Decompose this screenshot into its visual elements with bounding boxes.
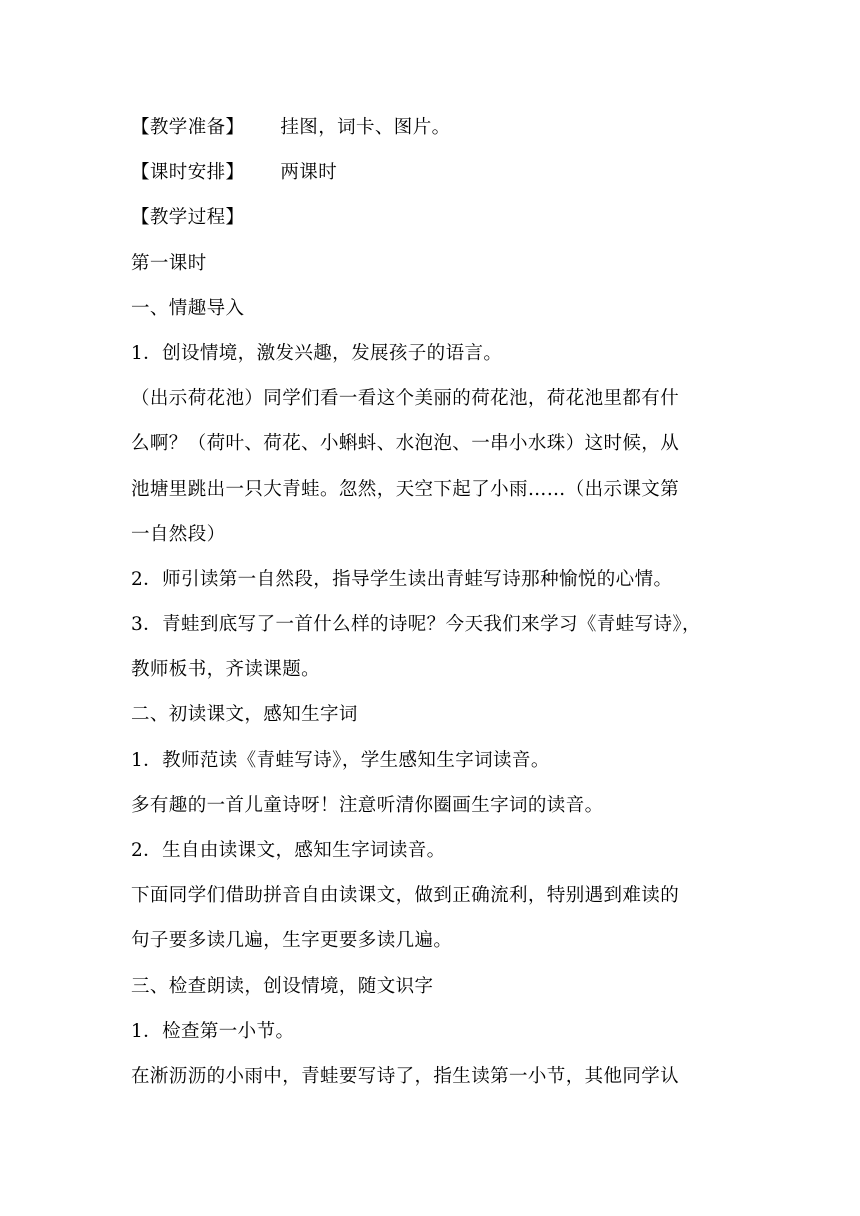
paragraph-line: 句子要多读几遍，生字更要多读几遍。 <box>131 930 453 952</box>
paragraph-line: 池塘里跳出一只大青蛙。忽然，天空下起了小雨……（出示课文第 <box>131 478 680 500</box>
teaching-process-label: 【教学过程】 <box>131 207 245 229</box>
teaching-preparation-label: 【教学准备】 <box>131 117 245 138</box>
paragraph-line: （出示荷花池）同学们看一看这个美丽的荷花池，荷花池里都有什 <box>131 388 680 410</box>
paragraph-line: 1．检查第一小节。 <box>131 1020 295 1042</box>
teaching-preparation-row <box>131 110 731 155</box>
paragraph-line: 1．教师范读《青蛙写诗》，学生感知生字词读音。 <box>131 749 550 771</box>
lesson-schedule-value: 两课时 <box>280 162 338 184</box>
paragraph-line: 2．生自由读课文，感知生字词读音。 <box>131 840 446 861</box>
teaching-preparation-value: 挂图，词卡、图片。 <box>280 117 451 138</box>
paragraph-line: 多有趣的一首儿童诗呀！注意听清你圈画生字词的读音。 <box>131 794 604 816</box>
paragraph-line: 2．师引读第一自然段，指导学生读出青蛙写诗那种愉悦的心情。 <box>131 568 673 590</box>
paragraph-line: 下面同学们借助拼音自由读课文，做到正确流利，特别遇到难读的 <box>131 885 680 907</box>
document-body <box>131 110 731 1104</box>
paragraph-line: 么啊？（荷叶、荷花、小蝌蚪、水泡泡、一串小水珠）这时候，从 <box>131 433 680 455</box>
paragraph-line: 教师板书，齐读课题。 <box>131 659 321 681</box>
section-heading-intro: 一、情趣导入 <box>131 297 245 319</box>
paragraph-line: 3．青蛙到底写了一首什么样的诗呢？今天我们来学习《青蛙写诗》， <box>131 614 701 636</box>
section-heading-first-lesson: 第一课时 <box>131 252 207 274</box>
section-heading-first-reading: 二、初读课文，感知生字词 <box>131 704 358 726</box>
paragraph-line: 1．创设情境，激发兴趣，发展孩子的语言。 <box>131 342 503 364</box>
paragraph-line: 在淅沥沥的小雨中，青蛙要写诗了，指生读第一小节，其他同学认 <box>131 1065 680 1087</box>
lesson-schedule-label: 【课时安排】 <box>131 162 245 184</box>
paragraph-line: 一自然段） <box>131 523 226 545</box>
section-heading-check-reading: 三、检查朗读，创设情境，随文识字 <box>131 975 434 997</box>
lesson-schedule-row <box>131 155 731 200</box>
teaching-process-row <box>131 200 731 245</box>
